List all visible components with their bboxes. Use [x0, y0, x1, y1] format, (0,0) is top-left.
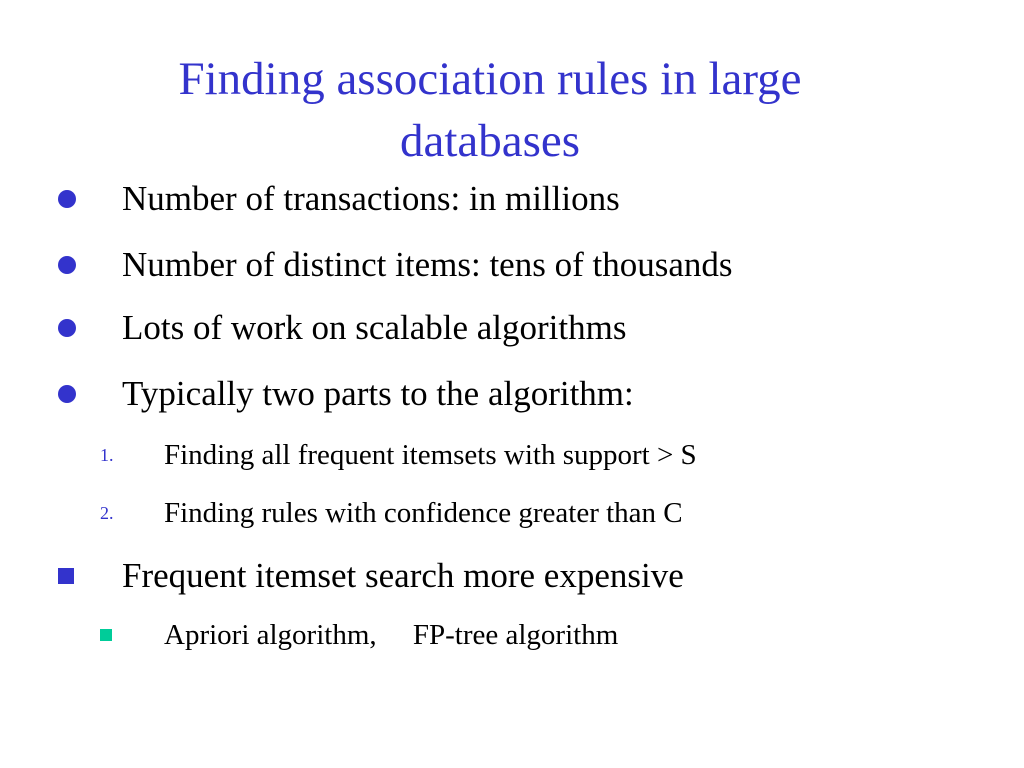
bullet-item	[58, 306, 626, 350]
sub-bullet-item	[100, 616, 618, 654]
numbered-item	[100, 436, 697, 474]
list-number: 2.	[100, 502, 114, 523]
title-line-2: databases	[399, 115, 581, 167]
bullet-text: Typically two parts to the algorithm:	[122, 374, 634, 413]
title-line-1: Finding association rules in large	[178, 53, 802, 105]
circle-bullet-icon	[58, 319, 76, 337]
bullet-text: Number of transactions: in millions	[122, 179, 620, 218]
bullet-item	[58, 554, 684, 598]
bullet-text: Number of distinct items: tens of thousands	[122, 245, 733, 284]
bullet-item	[58, 372, 634, 416]
numbered-text: Finding all frequent itemsets with support > S	[164, 438, 697, 471]
circle-bullet-icon	[58, 256, 76, 274]
slide-title	[80, 48, 900, 172]
bullet-item	[58, 243, 732, 287]
numbered-text: Finding rules with confidence greater than C	[164, 496, 683, 529]
circle-bullet-icon	[58, 385, 76, 403]
bullet-item	[58, 177, 620, 221]
numbered-item	[100, 494, 683, 532]
bullet-text: Frequent itemset search more expensive	[122, 556, 684, 595]
square-bullet-icon	[58, 568, 74, 584]
circle-bullet-icon	[58, 190, 76, 208]
bullet-text: Lots of work on scalable algorithms	[122, 308, 627, 347]
sub-bullet-text: Apriori algorithm, FP-tree algorithm	[164, 618, 619, 651]
list-number: 1.	[100, 444, 114, 465]
square-bullet-icon	[100, 629, 112, 641]
